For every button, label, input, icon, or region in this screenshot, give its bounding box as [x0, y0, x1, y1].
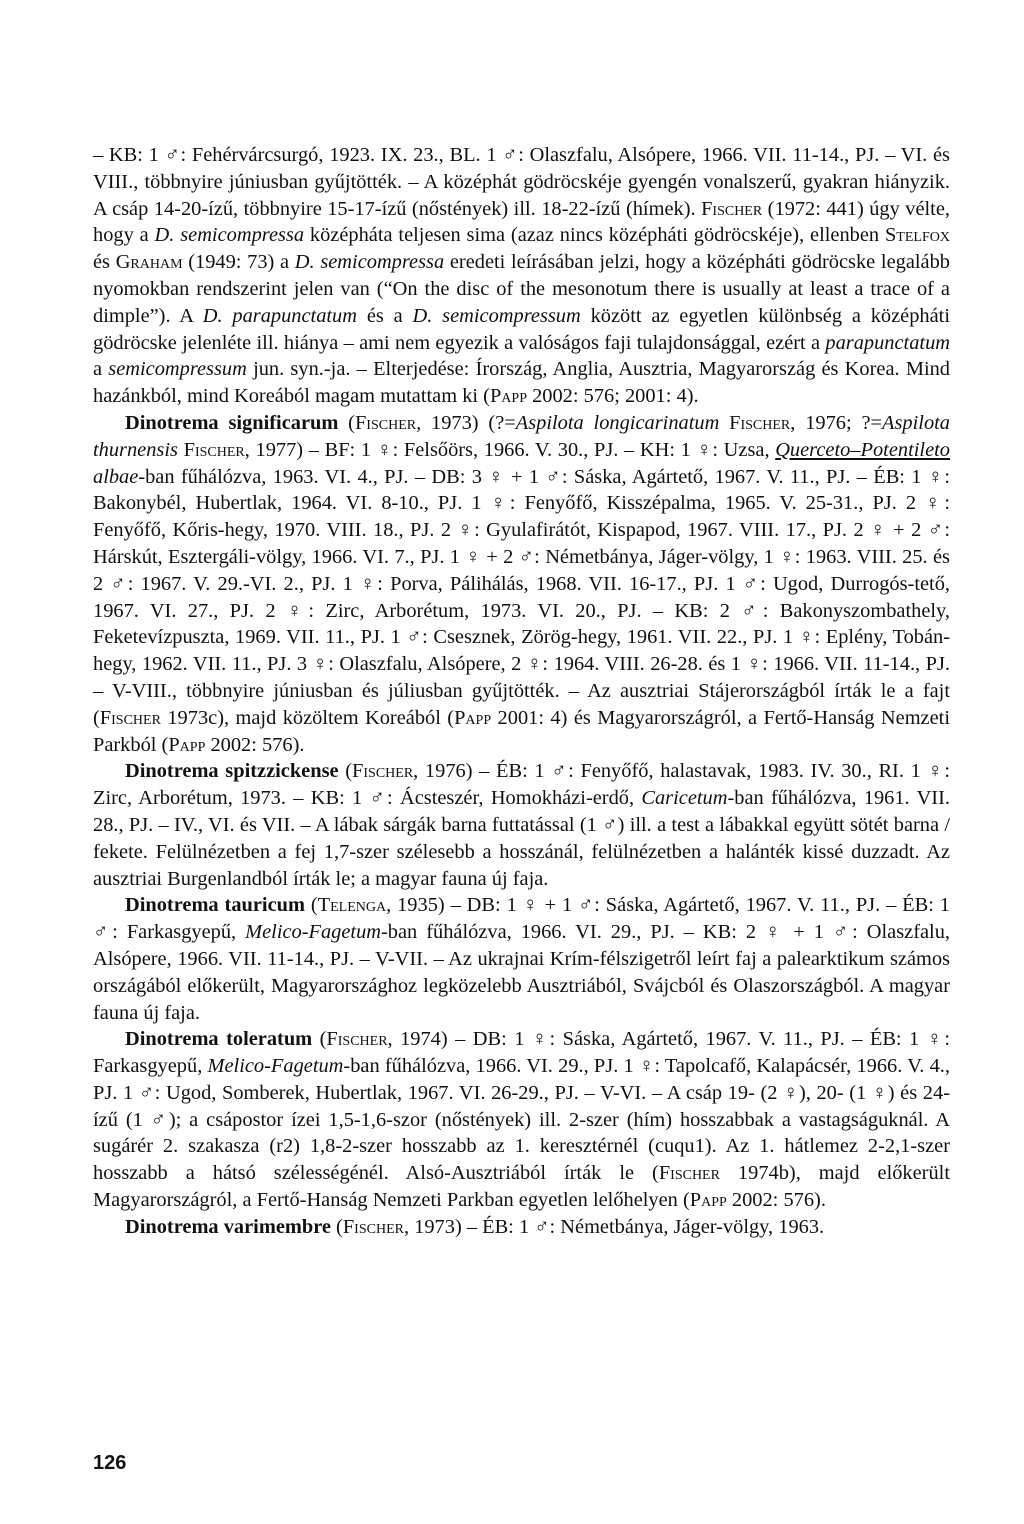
author-name: Fischer [99, 706, 161, 729]
text-run: , 1935) – DB: 1 ♀ + 1 ♂: Sáska, Agártető, 1967. V. 11., PJ. – ÉB: 1 ♂: Farkasgyepű, [93, 894, 951, 944]
text-run: ( [304, 894, 318, 917]
italic-text: albae [93, 465, 139, 488]
species-name: Dinotrema significarum [125, 411, 339, 434]
italic-text: D. semicompressum [412, 304, 581, 327]
author-name: Papp [489, 385, 527, 408]
author-name: Stelfox [884, 224, 950, 247]
text-run: a [93, 358, 109, 381]
author-name: Fischer [326, 1028, 388, 1051]
page-body [93, 142, 950, 1241]
text-run: (1972: 441) úgy vélte, hogy a [93, 197, 950, 247]
text-run: középháta teljesen sima (azaz nincs középháti gödröcskéje), ellenben [304, 224, 885, 247]
author-name: Fischer [701, 197, 763, 220]
text-run: 2002: 576; 2001: 4). [526, 385, 699, 408]
author-name: Graham [115, 251, 183, 274]
author-name: Fischer [183, 438, 245, 461]
text-run: 2001: 4) és Magyarországról, a Fertő-Hanság Nemzeti Parkból ( [93, 706, 950, 756]
author-name: Fischer [658, 1162, 720, 1185]
page-number: 126 [93, 1452, 127, 1474]
text-run: között az egyetlen különbség a középháti gödröcske jelenléte ill. hiánya – ami nem egyezik a valóságos faji tulajdonsággal, ezért a [93, 304, 950, 354]
paragraph-dinotrema-varimembre [93, 1214, 950, 1241]
author-name: Fischer [354, 411, 417, 434]
text-run: ( [330, 1215, 343, 1238]
text-run: -ban fűhálózva, 1963. VI. 4., PJ. – DB: 3 ♀ + 1 ♂: Sáska, Agártető, 1967. V. 11., PJ. – ÉB: 1 ♀: Bakonybél, Hubertlak, 1964. VI. 8-10., PJ. 1 ♀: Fenyőfő, Kisszépalma, 1965. V. 25-31., PJ. 2 ♀: Fenyőfő, Kőris-hegy, 1970. VIII. 18., PJ. 2 ♀: Gyulafirátót, Kispapod, 1967. VIII. 17., PJ. 2 ♀ + 2 ♂: Hárskút, Esztergáli-völgy, 1966. VI. 7., PJ. 1 ♀ + 2 ♂: Németbánya, Jáger-völgy, 1 ♀: 1963. VIII. 25. és 2 ♂: 1967. V. 29.-VI. 2., PJ. 1 ♀: Porva, Pálihálás, 1968. VII. 16-17., PJ. 1 ♂: Ugod, Durrogós-tető, 1967. VI. 27., PJ. 2 ♀: Zirc, Arborétum, 1973. VI. 20., PJ. – KB: 2 ♂: Bakonyszombathely, Feketevízpuszta, 1969. VII. 11., PJ. 1 ♂: Csesznek, Zörög-hegy, 1961. VII. 22., PJ. 1 ♀: Eplény, Tobán-hegy, 1962. VII. 11., PJ. 3 ♀: Olaszfalu, Alsópere, 2 ♀: 1964. VIII. 26-28. és 1 ♀: 1966. VII. 11-14., PJ. – V-VIII., többnyire júniusban és júliusban gyűjtötték. – Az ausztriai Stájerországból írták le a fajt ( [93, 465, 950, 729]
text-run: jun. syn.-ja. – Elterjedése: Írország, Anglia, Ausztria, Magyarország és Korea. Mind hazánkból, mind Koreából magam mutattam ki ( [93, 358, 951, 408]
italic-text: D. parapunctatum [202, 304, 357, 327]
author-name: Fischer [352, 760, 414, 783]
text-run: és a [356, 304, 413, 327]
species-name: Dinotrema spitzzickense [125, 760, 339, 783]
author-name: Fischer [729, 411, 791, 434]
paragraph-semicompressum-distribution [93, 142, 950, 410]
species-name: Dinotrema tauricum [125, 894, 305, 917]
author-name: Papp [689, 1189, 727, 1212]
italic-text: semicompressum [108, 358, 247, 381]
text-run: -ban fűhálózva, 1966. VI. 29., PJ. 1 ♀: Tapolcafő, Kalapácsér, 1966. V. 4., PJ. 1 ♂: Ugod, Somberek, Hubertlak, 1967. VI. 26-29., PJ. – V-VI. – A csáp 19- (2 ♀), 20- (1 ♀) és 24-ízű (1 ♂); a csápostor ízei 1,5-1,6-szor (nőstények) ill. 2-szer (hím) hosszabbak a vastagságuknál. A sugárér 2. szakasza (r2) 1,8-2-szer hosszabb az 1. keresztérnél (cuqu1). Az 1. hátlemez 2-2,1-szer hosszabb a hátsó szélességénél. Alsó-Ausztriából írták le ( [93, 1055, 951, 1185]
author-name: Telenga [317, 894, 387, 917]
text-run: -ban fűhálózva, 1966. VI. 29., PJ. – KB: 2 ♀ + 1 ♂: Olaszfalu, Alsópere, 1966. VII. 11-14., PJ. – V-VII. – Az ukrajnai Krím-félszigetről leírt faj a palearktikum számos országából előkerült, Magyarországhoz legközelebb Ausztriából, Svájcból és Olaszországból. A magyar fauna új faja. [93, 921, 950, 1024]
italic-text: Melico-Fagetum [207, 1055, 344, 1078]
text-run: (1949: 73) a [182, 251, 295, 274]
text-run: és [93, 251, 116, 274]
italic-text: parapunctatum [825, 331, 950, 354]
author-name: Papp [454, 706, 492, 729]
italic-text: D. semicompressa [154, 224, 305, 247]
text-run: eredeti leírásában jelzi, hogy a középháti gödröcske legalább nyomokban rendszerint jelen van (“On the disc of the mesonotum there is usually at least a trace of a dimple”). A [93, 251, 950, 327]
text-run: , 1973) (?= [416, 411, 516, 434]
text-run: , 1974) – DB: 1 ♀: Sáska, Agártető, 1967. V. 11., PJ. – ÉB: 1 ♀: Farkasgyepű, [93, 1028, 951, 1078]
text-run: 2002: 576). [726, 1189, 826, 1212]
italic-text: Melico-Fagetum [245, 921, 382, 944]
species-name: Dinotrema toleratum [125, 1028, 313, 1051]
paragraph-dinotrema-spitzzickense [93, 758, 950, 892]
text-run: 2002: 576). [205, 733, 305, 756]
text-run: ( [338, 760, 353, 783]
italic-text: Caricetum [641, 787, 728, 810]
text-run: – KB: 1 ♂: Fehérvárcsurgó, 1923. IX. 23., BL. 1 ♂: Olaszfalu, Alsópere, 1966. VII. 11-14., PJ. – VI. és VIII., többnyire júniusban gyűjtötték. – A középhát gödröcskéje gyengén vonalszerű, gyakran hiányzik. A csáp 14-20-ízű, többnyire 15-17-ízű (nőstények) ill. 18-22-ízű (hímek). [93, 144, 950, 220]
text-run: , 1977) – BF: 1 ♀: Felsőörs, 1966. V. 30., PJ. – KH: 1 ♀: Uzsa, [244, 438, 776, 461]
paragraph-dinotrema-significarum [93, 410, 950, 758]
species-name: Dinotrema varimembre [125, 1215, 331, 1238]
text-run: -ban fűhálózva, 1961. VII. 28., PJ. – IV., VI. és VII. – A lábak sárgák barna futtatással (1 ♂) ill. a test a lábakkal együtt sötét barna / fekete. Felülnézetben a fej 1,7-szer szélesebb a hosszánál, felülnézetben a halánték kissé duzzadt. Az ausztriai Burgenlandból írták le; a magyar fauna új faja. [93, 787, 950, 890]
paragraph-dinotrema-tauricum [93, 892, 950, 1026]
italic-underlined-text: Querceto–Potentileto [775, 438, 950, 461]
author-name: Fischer [342, 1215, 404, 1238]
text-run: ( [338, 411, 355, 434]
text-run: , 1976; ?= [790, 411, 883, 434]
paragraph-dinotrema-toleratum [93, 1026, 950, 1214]
text-run [719, 412, 729, 434]
text-run: 1973c), majd közöltem Koreából ( [160, 706, 455, 729]
italic-text: Aspilota longicarinatum [515, 411, 720, 434]
text-run: , 1976) – ÉB: 1 ♂: Fenyőfő, halastavak, 1983. IV. 30., RI. 1 ♀: Zirc, Arborétum, 1973. – KB: 1 ♂: Ácsteszér, Homokházi-erdő, [93, 760, 951, 810]
italic-text: Aspilota thurnensis [93, 411, 951, 461]
author-name: Papp [168, 733, 206, 756]
text-run: ( [312, 1028, 327, 1051]
text-run: 1974b), majd előkerült Magyarországról, a Fertő-Hanság Nemzeti Parkban egyetlen lelőhelyen ( [93, 1162, 950, 1212]
text-run: , 1973) – ÉB: 1 ♂: Németbánya, Jáger-völgy, 1963. [403, 1215, 825, 1238]
italic-text: D. semicompressa [294, 251, 445, 274]
